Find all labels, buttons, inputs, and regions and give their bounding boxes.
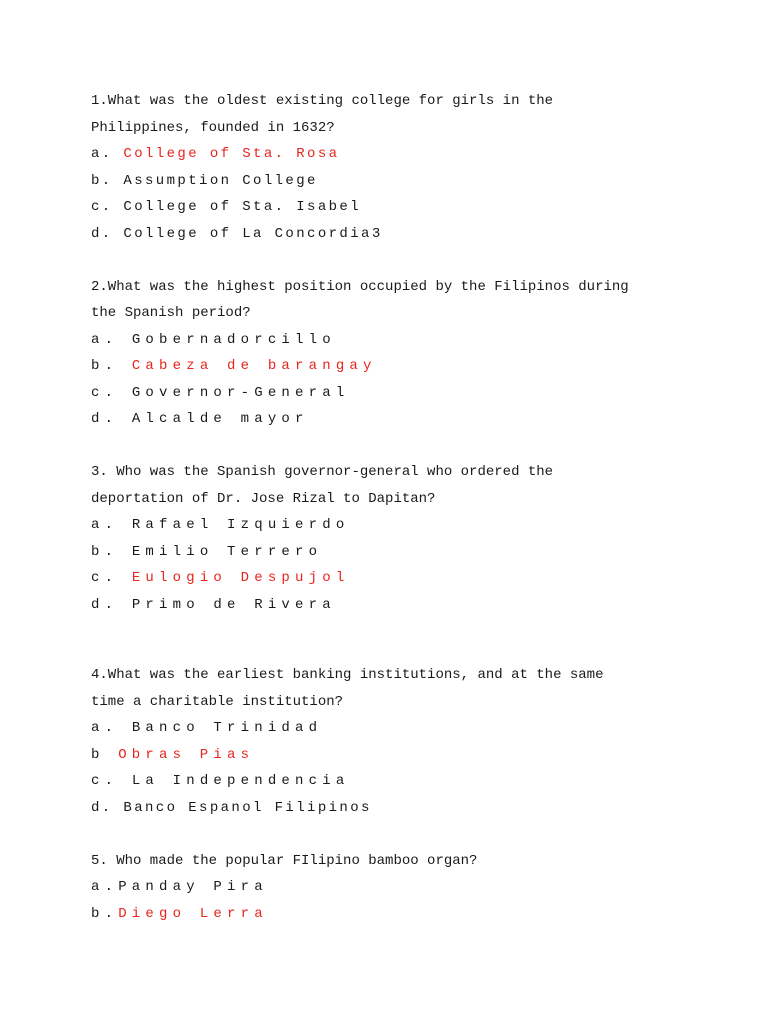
option-label: c. [91,773,132,789]
option-label: d. [91,225,124,242]
option-text-correct: College of Sta. Rosa [123,146,340,162]
option-text: Primo de Rivera [131,596,336,613]
question-text-line: the Spanish period? [91,305,251,321]
option-label: a. [91,517,132,533]
option-label: b. [91,905,119,922]
option-label: a. [91,146,124,162]
option-text-correct: Obras Pias [118,746,255,763]
option-text: Assumption College [123,172,318,189]
question-3 [91,459,691,618]
option-a [91,141,691,168]
option-text-correct: Diego Lerra [118,905,268,922]
question-text-line: 3. Who was the Spanish governor-general who ordered the [91,464,554,480]
option-text-correct: Cabeza de barangay [131,358,377,374]
option-text: La Independencia [131,773,350,789]
option-label: d. [91,411,132,427]
option-d [91,795,691,822]
option-label: c. [91,570,132,586]
option-text: Rafael Izquierdo [131,517,350,533]
option-text: Governor-General [131,384,350,401]
question-text-line: 1.What was the oldest existing college for girls in the [91,93,554,109]
option-a [91,874,691,901]
option-label: c. [91,384,132,401]
option-label: a. [91,879,119,895]
question-2 [91,274,691,433]
option-b [91,168,691,195]
option-a [91,715,691,742]
option-label: a. [91,331,132,348]
option-text: Alcalde mayor [131,411,309,427]
option-label: d. [91,799,124,816]
option-c [91,194,691,221]
option-c [91,768,691,795]
option-d [91,221,691,248]
option-c [91,565,691,592]
option-text: Banco Trinidad [131,720,323,736]
quiz-document [91,88,691,927]
question-text-line: 5. Who made the popular FIlipino bamboo organ? [91,852,478,869]
question-text-line: Philippines, founded in 1632? [91,119,335,136]
option-text: Panday Pira [118,879,268,895]
option-b [91,353,691,380]
option-b [91,539,691,566]
option-d [91,592,691,619]
option-text: Gobernadorcillo [131,331,336,348]
option-b [91,742,691,769]
option-label: b. [91,172,124,189]
question-text-line: time a charitable institution? [91,693,344,710]
question-text-line: 2.What was the highest position occupied by the Filipinos during [91,278,629,295]
question-5 [91,848,691,928]
option-c [91,380,691,407]
option-b [91,901,691,928]
option-label: b. [91,358,132,374]
option-text: Emilio Terrero [131,543,323,560]
option-label: d. [91,596,132,613]
option-label: c. [91,199,124,215]
option-text: Banco Espanol Filipinos [123,799,372,816]
option-d [91,406,691,433]
question-text-line: 4.What was the earliest banking institutions, and at the same [91,667,604,683]
option-text: College of Sta. Isabel [123,199,362,215]
option-a [91,512,691,539]
question-4 [91,662,691,821]
option-label: b. [91,543,132,560]
option-label: b [91,746,119,763]
option-label: a. [91,720,132,736]
option-text: College of La Concordia3 [123,225,383,242]
option-a [91,327,691,354]
question-1 [91,88,691,247]
option-text-correct: Eulogio Despujol [131,570,350,586]
question-text-line: deportation of Dr. Jose Rizal to Dapitan? [91,490,436,507]
